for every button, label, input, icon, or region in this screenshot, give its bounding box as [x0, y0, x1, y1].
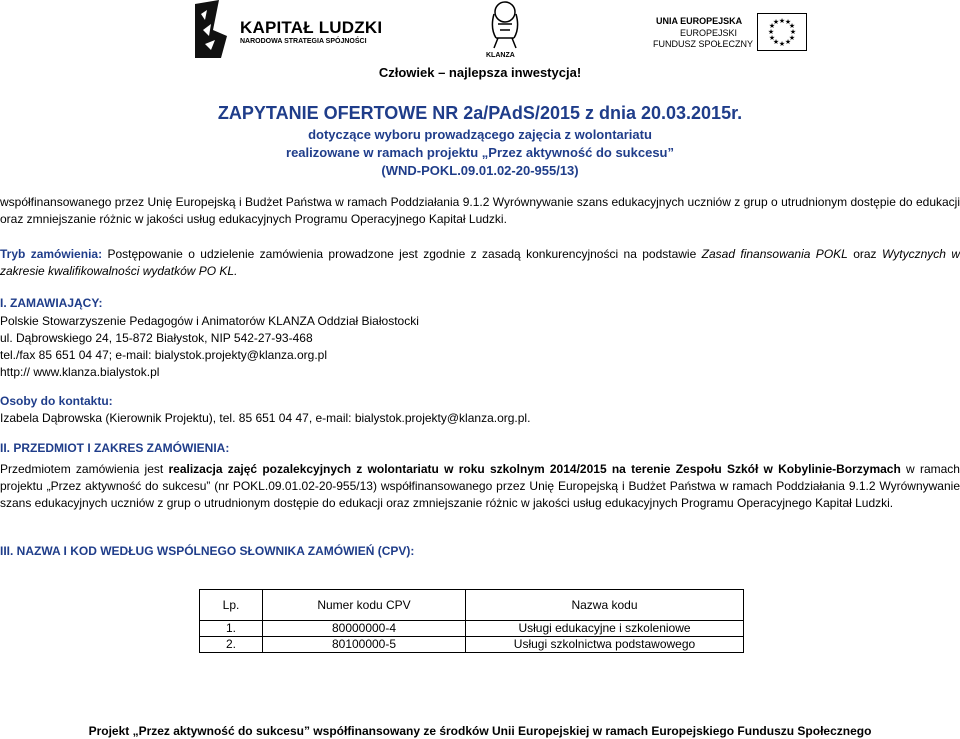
title-line3: realizowane w ramach projektu „Przez aktywność do sukcesu” [286, 145, 674, 160]
section3-num: III. [0, 544, 17, 558]
svg-text:★: ★ [788, 34, 796, 42]
org-phone: tel./fax 85 651 04 47; e-mail: bialystok.projekty@klanza.org.pl [0, 348, 328, 362]
header-cpv-code: Numer kodu CPV [263, 590, 466, 621]
section2-text-end: w ramach projektu „Przez aktywność do sukcesu” (nr POKL.09.01.02-20-955/13) współfinansowanego przez Unię Europejską i Budżet Państwa w ramach Poddziałania 9.1.2 Wyrównywanie szans edukacyjnych uczniów z grup o utrudnionym dostępie do edukacji oraz zmniejszanie różnic w jakości usług edukacyjnych Programu Operacyjnego Kapitał Ludzki. [0, 462, 960, 510]
kl-subtitle: NARODOWA STRATEGIA SPÓJNOŚCI [240, 38, 367, 45]
section3-title: NAZWA I KOD WEDŁUG WSPÓLNEGO SŁOWNIKA ZAMÓWIEŃ (CPV): [16, 544, 415, 558]
section1-heading [0, 295, 102, 312]
tryb-paragraph [0, 246, 960, 280]
eu-flag-icon [757, 13, 807, 51]
ue-line1: UNIA EUROPEJSKA [656, 16, 743, 26]
section2-title: PRZEDMIOT I ZAKRES ZAMÓWIENIA: [13, 441, 230, 455]
svg-text:★: ★ [778, 17, 786, 25]
svg-text:★: ★ [772, 18, 780, 26]
slogan: Człowiek – najlepsza inwestycja! [378, 65, 582, 80]
row2-lp: 2. [200, 637, 263, 653]
org-name: Polskie Stowarzyszenie Pedagogów i Animatorów KLANZA Oddział Białostocki [0, 314, 419, 328]
org-www: http:// www.klanza.bialystok.pl [0, 365, 160, 379]
table-header-row [200, 590, 744, 621]
title-line2: dotyczące wyboru prowadzącego zajęcia z wolontariatu [308, 127, 652, 142]
title-line4: (WND-POKL.09.01.02-20-955/13) [381, 163, 579, 178]
svg-text:★: ★ [768, 22, 776, 30]
footer: Projekt „Przez aktywność do sukcesu” współfinansowany ze środków Unii Europejskiej w ramach Europejskiego Funduszu Społecznego [88, 724, 872, 738]
table-row [200, 621, 744, 637]
section1-num: I. [0, 296, 11, 310]
section2-num: II. [0, 441, 14, 455]
klanza-text: KLANZA [486, 52, 515, 59]
document-title: ZAPYTANIE OFERTOWE NR 2a/PAdS/2015 z dnia 20.03.2015r. [217, 103, 743, 123]
section2-bold: realizacja zajęć pozalekcyjnych z wolontariatu w roku szkolnym 2014/2015 na terenie Zespołu Szkół w Kobylinie-Borzymach [168, 462, 901, 476]
section3-heading [0, 543, 414, 560]
row1-code: 80000000-4 [263, 621, 466, 637]
tryb-italic2: Wytycznych w zakresie kwalifikowalności wydatków PO KL. [0, 247, 960, 278]
svg-text:★: ★ [789, 28, 797, 36]
tryb-mid: oraz [847, 247, 882, 261]
tryb-italic1: Zasad finansowania POKL [701, 247, 848, 261]
tryb-label: Tryb zamówienia: [0, 247, 103, 261]
row2-name: Usługi szkolnictwa podstawowego [466, 637, 744, 653]
tryb-text: Postępowanie o udzielenie zamówienia prowadzone jest zgodnie z zasadą konkurencyjności na podstawie [102, 247, 702, 261]
section2-text-start: Przedmiotem zamówienia jest [0, 462, 169, 476]
org-address: ul. Dąbrowskiego 24, 15-872 Białystok, NIP 542-27-93-468 [0, 331, 313, 345]
table-row [200, 637, 744, 653]
header-code-name: Nazwa kodu [466, 590, 744, 621]
intro-paragraph: współfinansowanego przez Unię Europejską i Budżet Państwa w ramach Poddziałania 9.1.2 Wyrównywanie szans edukacyjnych uczniów z grup o utrudnionym dostępie do edukacji oraz zmniejszanie różnic w jakości usług edukacyjnych Programu Operacyjnego Kapitał Ludzki. [0, 195, 960, 226]
svg-text:★: ★ [784, 18, 792, 26]
row1-lp: 1. [200, 621, 263, 637]
row1-name: Usługi edukacyjne i szkoleniowe [466, 621, 744, 637]
svg-text:★: ★ [772, 38, 780, 46]
row2-code: 80100000-5 [263, 637, 466, 653]
ue-line3: FUNDUSZ SPOŁECZNY [653, 39, 754, 49]
section2-heading [0, 440, 229, 457]
svg-text:★: ★ [767, 28, 775, 36]
klanza-logo [480, 0, 530, 60]
cpv-table [199, 589, 744, 653]
svg-text:★: ★ [778, 40, 786, 48]
ue-line2: EUROPEJSKI [680, 28, 738, 38]
header-lp: Lp. [200, 590, 263, 621]
svg-text:★: ★ [784, 38, 792, 46]
contact-label: Osoby do kontaktu: [0, 394, 113, 408]
section1-title: ZAMAWIAJĄCY: [10, 296, 103, 310]
section2-paragraph [0, 461, 960, 512]
svg-text:★: ★ [788, 22, 796, 30]
svg-text:★: ★ [768, 34, 776, 42]
kl-title: KAPITAŁ LUDZKI [240, 18, 383, 37]
contact-details: Izabela Dąbrowska (Kierownik Projektu), tel. 85 651 04 47, e-mail: bialystok.projekty@klanza.org.pl. [0, 411, 531, 425]
